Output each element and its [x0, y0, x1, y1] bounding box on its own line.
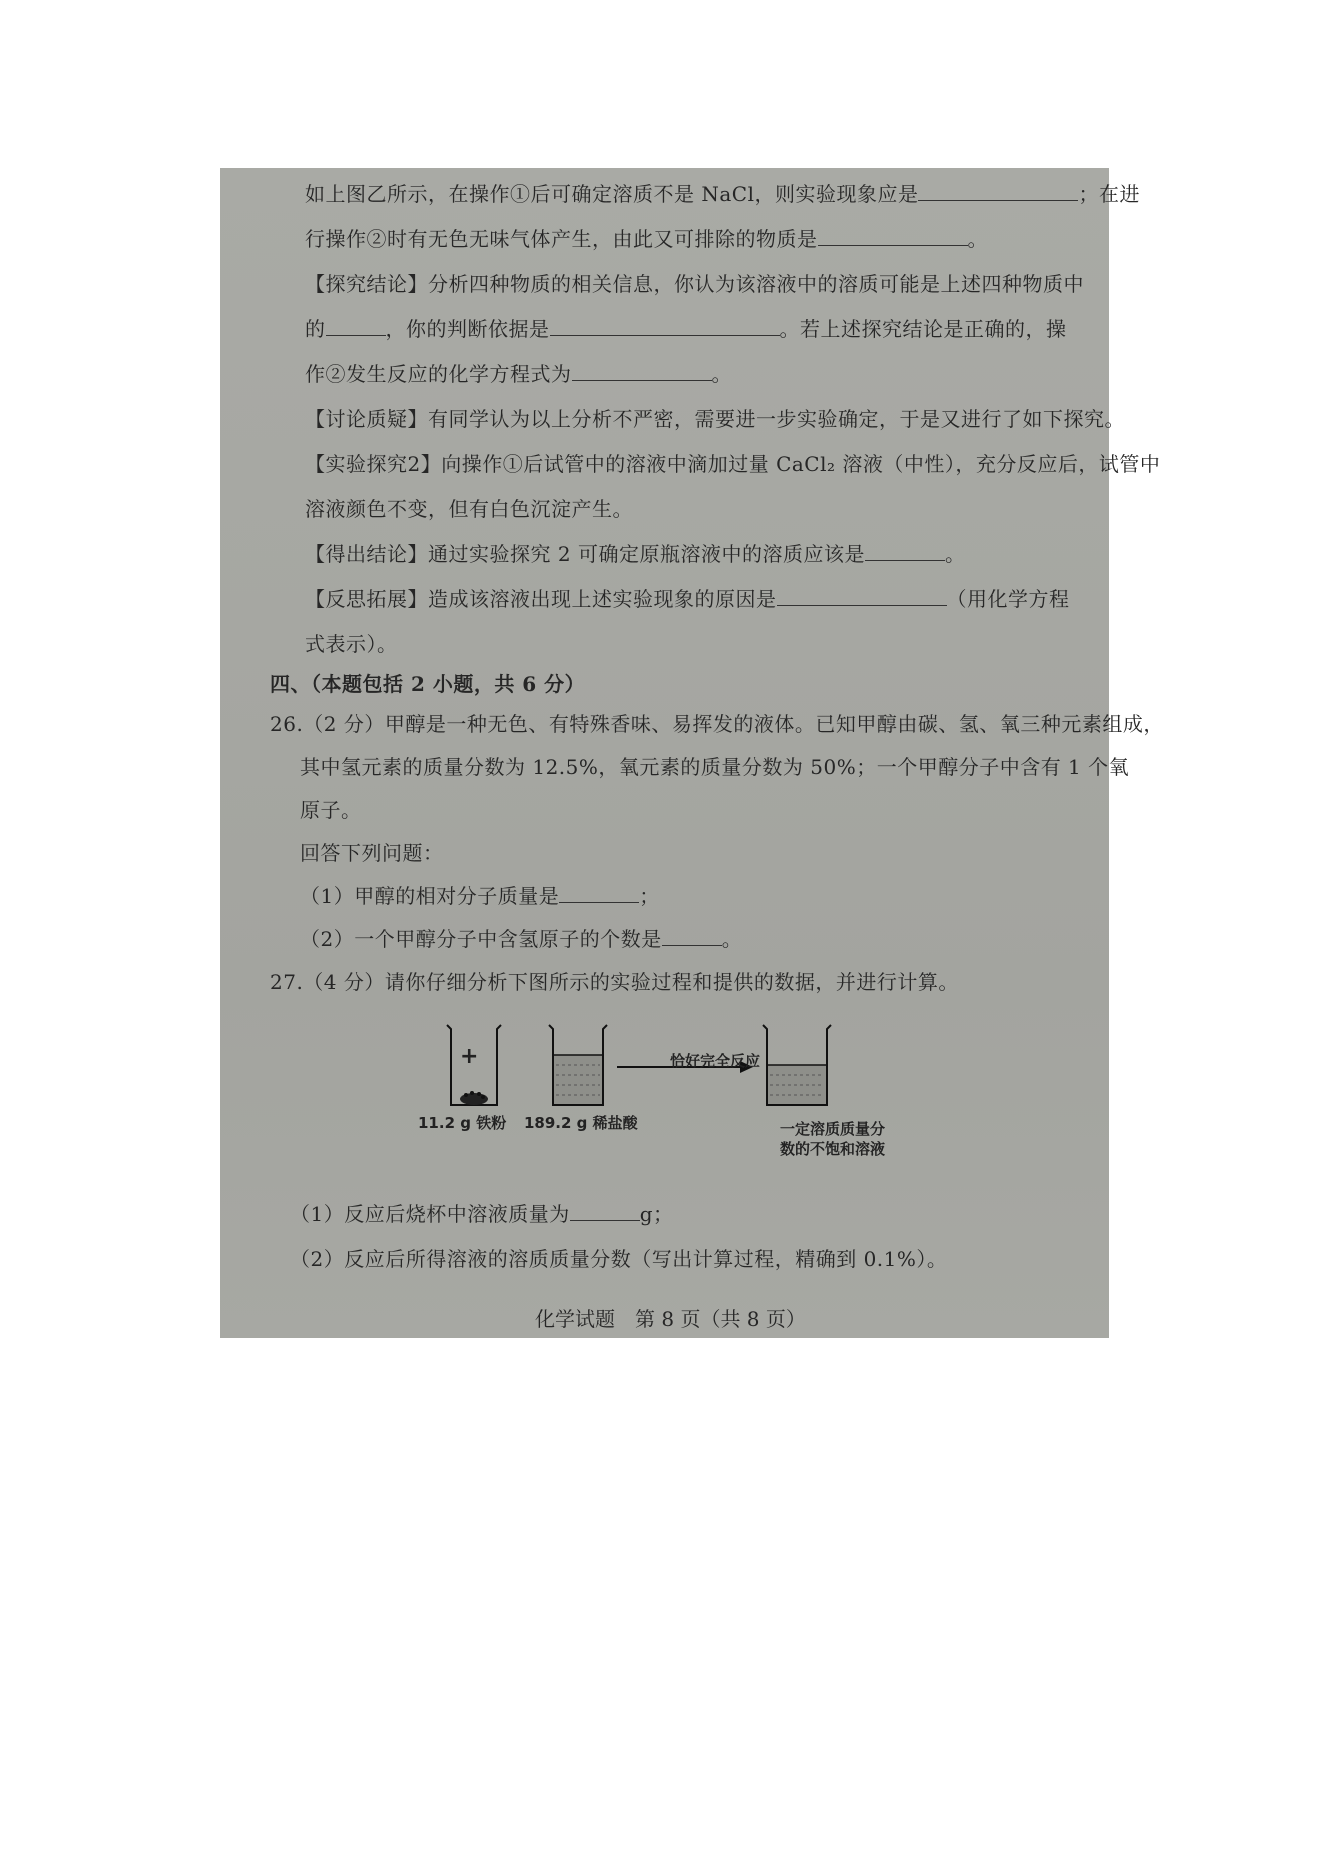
q26-line-4: 回答下列问题： — [300, 841, 444, 865]
q27-line: 27.（4 分）请你仔细分析下图所示的实验过程和提供的数据，并进行计算。 — [270, 970, 959, 994]
text-line-5: 作②发生反应的化学方程式为 。 — [305, 362, 732, 386]
q26-line-2: 其中氢元素的质量分数为 12.5%，氧元素的质量分数为 50%；一个甲醇分子中含有 1 个氧 — [300, 755, 1130, 779]
acid-label: 189.2 g 稀盐酸 — [524, 1114, 638, 1132]
q27-sub1: （1）反应后烧杯中溶液质量为 g； — [290, 1202, 674, 1226]
q26-line-3: 原子。 — [300, 798, 362, 822]
plus-sign: + — [460, 1044, 479, 1069]
arrow-label: 恰好完全反应 — [670, 1052, 761, 1070]
text-line-3: 【探究结论】分析四种物质的相关信息，你认为该溶液中的溶质可能是上述四种物质中 — [305, 272, 1084, 296]
text-line-10: 【反思拓展】造成该溶液出现上述实验现象的原因是 （用化学方程 — [305, 587, 1070, 611]
page-footer: 化学试题 第 8 页（共 8 页） — [535, 1307, 806, 1331]
experiment-figure — [445, 1023, 865, 1133]
text-line-8: 溶液颜色不变，但有白色沉淀产生。 — [305, 497, 633, 521]
iron-label: 11.2 g 铁粉 — [418, 1114, 507, 1132]
q26-line-1: 26.（2 分）甲醇是一种无色、有特殊香味、易挥发的液体。已知甲醇由碳、氢、氧三种元素组成， — [270, 712, 1164, 736]
section-heading: 四、（本题包括 2 小题，共 6 分） — [270, 672, 586, 696]
q26-sub2: （2）一个甲醇分子中含氢原子的个数是 。 — [300, 927, 743, 951]
text-line-4: 的 ，你的判断依据是 。若上述探究结论是正确的，操 — [305, 317, 1067, 341]
text-line-7: 【实验探究2】向操作①后试管中的溶液中滴加过量 CaCl₂ 溶液（中性），充分反应后，试管中 — [305, 452, 1161, 476]
result-label-2: 数的不饱和溶液 — [780, 1140, 886, 1158]
beaker-acid-icon — [549, 1025, 607, 1105]
text-line-1: 如上图乙所示，在操作①后可确定溶质不是 NaCl，则实验现象应是 ；在进 — [305, 182, 1140, 206]
text-line-11: 式表示）。 — [305, 632, 398, 656]
q26-sub1: （1）甲醇的相对分子质量是 ； — [300, 884, 660, 908]
q27-sub2: （2）反应后所得溶液的溶质质量分数（写出计算过程，精确到 0.1%）。 — [290, 1247, 948, 1271]
text-line-6: 【讨论质疑】有同学认为以上分析不严密，需要进一步实验确定，于是又进行了如下探究。 — [305, 407, 1125, 431]
text-line-2: 行操作②时有无色无味气体产生，由此又可排除的物质是 。 — [305, 227, 988, 251]
result-label-1: 一定溶质质量分 — [780, 1120, 886, 1138]
beaker-result-icon — [763, 1025, 831, 1105]
text-line-9: 【得出结论】通过实验探究 2 可确定原瓶溶液中的溶质应该是 。 — [305, 542, 966, 566]
exam-photo — [220, 168, 1164, 1338]
